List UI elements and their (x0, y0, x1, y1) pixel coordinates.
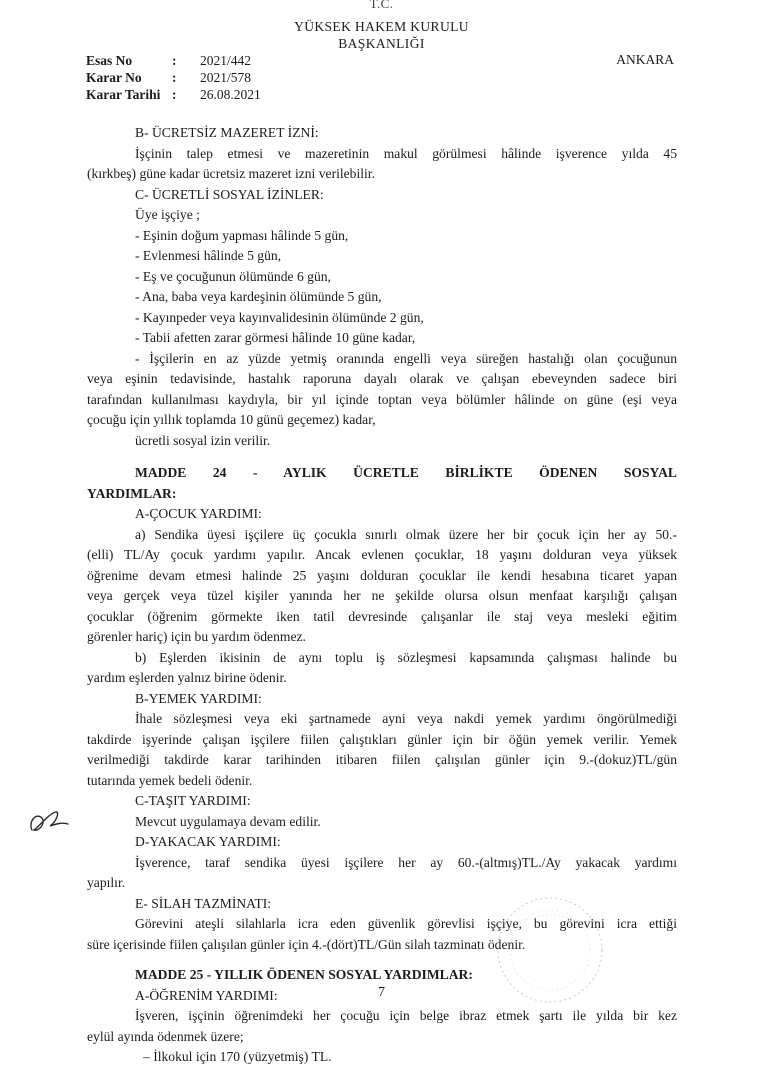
text-line: İşveren, işçinin öğrenimdeki her çocuğu için belge ibraz etmek şartı ile yılda bir kez (135, 1008, 677, 1023)
text-line: (kırkbeş) güne kadar ücretsiz mazeret izni verilebilir. (87, 166, 375, 181)
text-line: tutarında yemek bedeli ödenir. (87, 772, 253, 788)
city-label: ANKARA (616, 52, 674, 67)
text-line: E- SİLAH TAZMİNATI: (135, 895, 272, 911)
text-line: YARDIMLAR: (87, 485, 177, 501)
text-line: MADDE 25 - YILLIK ÖDENEN SOSYAL YARDIMLAR: (135, 967, 473, 982)
text-line: çocuklar (öğrenim görmekte iken tatil devresinde çalışanlar ile staj veya mesleki eğitim (87, 608, 677, 624)
text-line: süre içerisinde fiilen çalışılan günler için 4.-(dört)TL/Gün silah tazminatı ödenir. (87, 936, 526, 952)
text-line: ücretli sosyal izin verilir. (135, 432, 271, 448)
text-line: tarafından kullanılması kaydıyla, bir yıl içinde toptan veya bölümler hâlinde on güne (eşi veya (87, 391, 677, 407)
handwritten-signature (26, 800, 74, 844)
text-line: Görevini ateşli silahlarla icra eden güvenlik görevlisi işçiye, bu görevini icra ettiği (135, 916, 677, 931)
text-line: C- ÜCRETLİ SOSYAL İZİNLER: (135, 186, 324, 202)
meta-karar-tarihi (86, 87, 261, 103)
text-line: İhale sözleşmesi veya eki şartnamede ayni veya nakdi yemek yardımı öngörülmediği (135, 711, 677, 726)
text-line: (elli) TL/Ay çocuk yardımı yapılır. Ancak evlenen çocuklar, 18 yaşını dolduran veya yüksek (87, 547, 677, 562)
meta-label: Karar No (86, 70, 142, 85)
header-institution: YÜKSEK HAKEM KURULU (294, 19, 469, 34)
text-line: MADDE 24 - AYLIK ÜCRETLE BİRLİKTE ÖDENEN SOSYAL (135, 465, 677, 480)
text-line: - İşçilerin en az yüzde yetmiş oranında engelli veya süreğen hastalığı olan çocuğunun (135, 350, 677, 366)
meta-karar-no (86, 70, 251, 86)
meta-separator: : (172, 53, 177, 68)
text-line: - Evlenmesi hâlinde 5 gün, (135, 248, 282, 263)
text-line: çocuğu için yıllık toplamda 10 günü geçemez) kadar, (87, 412, 376, 427)
header-top-fragment: T.C. (369, 0, 394, 11)
text-line: D-YAKACAK YARDIMI: (135, 834, 281, 849)
text-line: - Eş ve çocuğunun ölümünde 6 gün, (135, 268, 331, 284)
text-line: Üye işçiye ; (135, 207, 200, 222)
meta-separator: : (172, 70, 177, 85)
meta-value: 26.08.2021 (200, 87, 261, 102)
text-line: veya gerçek veya tüzel kişiler yanında her ne şekilde olursa olsun menfaat karşılığı çalışan (87, 588, 677, 603)
text-line: eylül ayında ödenmek üzere; (87, 1028, 244, 1044)
text-line: B-YEMEK YARDIMI: (135, 690, 262, 706)
meta-value: 2021/578 (200, 70, 252, 85)
text-line: İşverence, taraf sendika üyesi işçilere her ay 60.-(altmış)TL./Ay yakacak yardımı (135, 854, 677, 870)
text-line: İşçinin talep etmesi ve mazeretinin makul görülmesi hâlinde işverence yılda 45 (135, 145, 677, 161)
text-line: - Ana, baba veya kardeşinin ölümünde 5 gün, (135, 289, 382, 304)
meta-value: 2021/442 (200, 53, 252, 68)
text-line: takdirde işyerinde çalışan işçilere fiilen çalıştıkları günler için bir öğün yemek verilir. Yemek (87, 731, 677, 747)
text-line: b) Eşlerden ikisinin de aynı toplu iş sözleşmesi kapsamında çalışması halinde bu (135, 649, 677, 665)
text-line: B- ÜCRETSİZ MAZERET İZNİ: (135, 125, 319, 140)
text-line: C-TAŞIT YARDIMI: (135, 793, 251, 808)
text-line: veya eşinin tedavisinde, hastalık raporuna dayalı olarak ve çalışan ebeveynden sadece biri (87, 371, 677, 386)
meta-label: Karar Tarihi (86, 87, 161, 102)
text-line: - Tabii afetten zarar görmesi hâlinde 10 güne kadar, (135, 330, 416, 345)
text-line: görenler hariç) için bu yardım ödenmez. (87, 629, 306, 644)
text-line: - Kayınpeder veya kayınvalidesinin ölümünde 2 gün, (135, 309, 424, 325)
meta-esas-no (86, 53, 251, 69)
text-line: A-ÖĞRENİM YARDIMI: (135, 987, 278, 1003)
header-department: BAŞKANLIĞI (338, 36, 425, 51)
meta-label: Esas No (86, 53, 133, 68)
text-line: Mevcut uygulamaya devam edilir. (135, 813, 321, 829)
text-line: öğrenime devam etmesi halinde 25 yaşını dolduran çocuklar ile kendi hesabına ticaret yapan (87, 567, 677, 583)
text-line: verilmediği takdirde karar tarihinden itibaren fiilen çalışılan günler için 9.-(dokuz)TL/gün (87, 752, 677, 767)
page-number: 7 (378, 985, 385, 1000)
text-line: a) Sendika üyesi işçilere üç çocukla sınırlı olmak üzere her bir çocuk için her ay 50.- (135, 526, 677, 542)
text-line: yardım eşlerden yalnız birine ödenir. (87, 670, 287, 685)
text-line: yapılır. (87, 875, 126, 890)
meta-separator: : (172, 87, 177, 102)
text-line: – İlkokul için 170 (yüzyetmiş) TL. (143, 1049, 332, 1064)
text-line: A-ÇOCUK YARDIMI: (135, 506, 262, 521)
paragraph-spacer (87, 451, 677, 463)
text-line: - Eşinin doğum yapması hâlinde 5 gün, (135, 227, 349, 243)
